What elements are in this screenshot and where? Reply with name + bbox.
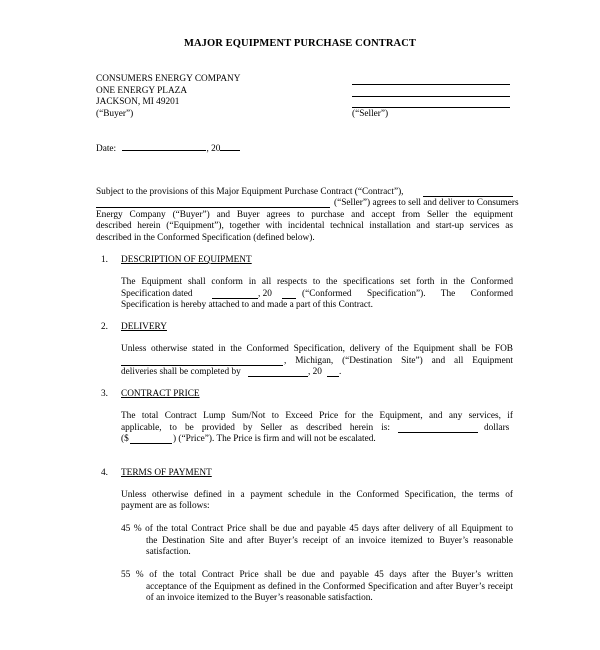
intro-line5: described in the Conformed Specification (defined below). (96, 233, 315, 243)
intro-line2: (“Seller”) agrees to sell and deliver to Consumers (334, 198, 519, 208)
price-words-blank[interactable] (398, 432, 478, 433)
date-year-prefix: , 20 (206, 144, 221, 154)
payment-2-line2: acceptance of the Equipment as defined in the Conformed Specification and after Buyer’s receipt (146, 582, 513, 592)
section-2-line2: , Michigan, (“Destination Site”) and all Equipment (284, 356, 513, 366)
buyer-address-line2: JACKSON, MI 49201 (96, 97, 180, 107)
section-3-line2-end: dollars (484, 423, 510, 433)
section-1-heading: DESCRIPTION OF EQUIPMENT (121, 255, 252, 265)
section-1-line2-year: , 20 (258, 289, 272, 299)
section-1-line3: Specification is hereby attached to and made a part of this Contract. (121, 300, 373, 310)
buyer-role: (“Buyer”) (96, 109, 134, 119)
section-3-line2-start: applicable, to be provided by Seller as described herein is: (121, 423, 390, 433)
section-1-number: 1. (101, 255, 108, 265)
section-2-heading: DELIVERY (121, 322, 167, 332)
seller-address-line1[interactable] (352, 96, 510, 97)
delivery-date-blank[interactable] (248, 376, 308, 377)
section-2-line1: Unless otherwise stated in the Conformed Specification, delivery of the Equipment shall be FOB (121, 344, 513, 354)
spec-date-blank[interactable] (212, 298, 258, 299)
spec-year-blank[interactable] (282, 298, 296, 299)
document-title: MAJOR EQUIPMENT PURCHASE CONTRACT (183, 38, 417, 49)
section-3-line3-end: ) (“Price”). The Price is firm and will not be escalated. (173, 434, 376, 444)
payment-1-line2: the Destination Site and after Buyer’s receipt of an invoice itemized to Buyer’s reasonable (146, 536, 513, 546)
intro-line3: Energy Company (“Buyer”) and Buyer agrees to purchase and accept from Seller the equipment (96, 210, 513, 220)
intro-line1: Subject to the provisions of this Major Equipment Purchase Contract (“Contract”), (96, 187, 404, 197)
section-4-heading: TERMS OF PAYMENT (121, 468, 212, 478)
seller-name-blank[interactable] (423, 196, 513, 197)
price-amount-blank[interactable] (130, 443, 172, 444)
payment-1-line3: satisfaction. (146, 547, 191, 557)
delivery-year-blank[interactable] (327, 376, 339, 377)
section-2-line3-end: . (339, 367, 342, 377)
date-year-blank[interactable] (220, 142, 240, 151)
section-3-heading: CONTRACT PRICE (121, 389, 200, 399)
seller-name-blank-2[interactable] (96, 207, 330, 208)
payment-2-line1: 55 % of the total Contract Price shall be due and payable 45 days after the Buyer’s written (121, 570, 513, 580)
section-4-number: 4. (101, 468, 108, 478)
section-4-line1: Unless otherwise defined in a payment schedule in the Conformed Specification, the terms of (121, 490, 513, 500)
section-3-line1: The total Contract Lump Sum/Not to Exceed Price for the Equipment, and any services, if (121, 411, 513, 421)
date-line (96, 142, 240, 156)
intro-line4: described herein (“Equipment”), together with incidental technical installation and start-up services as (96, 221, 513, 231)
date-label: Date: (96, 144, 117, 154)
seller-role: (“Seller”) (352, 109, 389, 119)
payment-1-line1: 45 % of the total Contract Price shall be due and payable 45 days after delivery of all Equipment to (121, 524, 513, 534)
buyer-address-line1: ONE ENERGY PLAZA (96, 86, 188, 96)
seller-address-line2[interactable] (352, 107, 510, 108)
section-3-line3-start: ($ (121, 434, 129, 444)
buyer-name: CONSUMERS ENERGY COMPANY (96, 74, 241, 84)
seller-name-line[interactable] (352, 84, 510, 85)
section-1-line2-start: Specification dated (121, 289, 193, 299)
section-2-line3-start: deliveries shall be completed by (121, 367, 241, 377)
fob-location-blank[interactable] (121, 365, 283, 366)
section-4-line2: payment are as follows: (121, 501, 210, 511)
date-blank[interactable] (122, 142, 206, 151)
section-3-number: 3. (101, 389, 108, 399)
section-1-line1: The Equipment shall conform in all respects to the specifications set forth in the Conformed (121, 277, 513, 287)
section-2-number: 2. (101, 322, 108, 332)
section-1-line2-end: (“Conformed Specification”). The Conformed (302, 289, 513, 299)
section-2-line3-year: , 20 (308, 367, 322, 377)
payment-2-line3: of an invoice itemized to the Buyer’s reasonable satisfaction. (146, 593, 373, 603)
